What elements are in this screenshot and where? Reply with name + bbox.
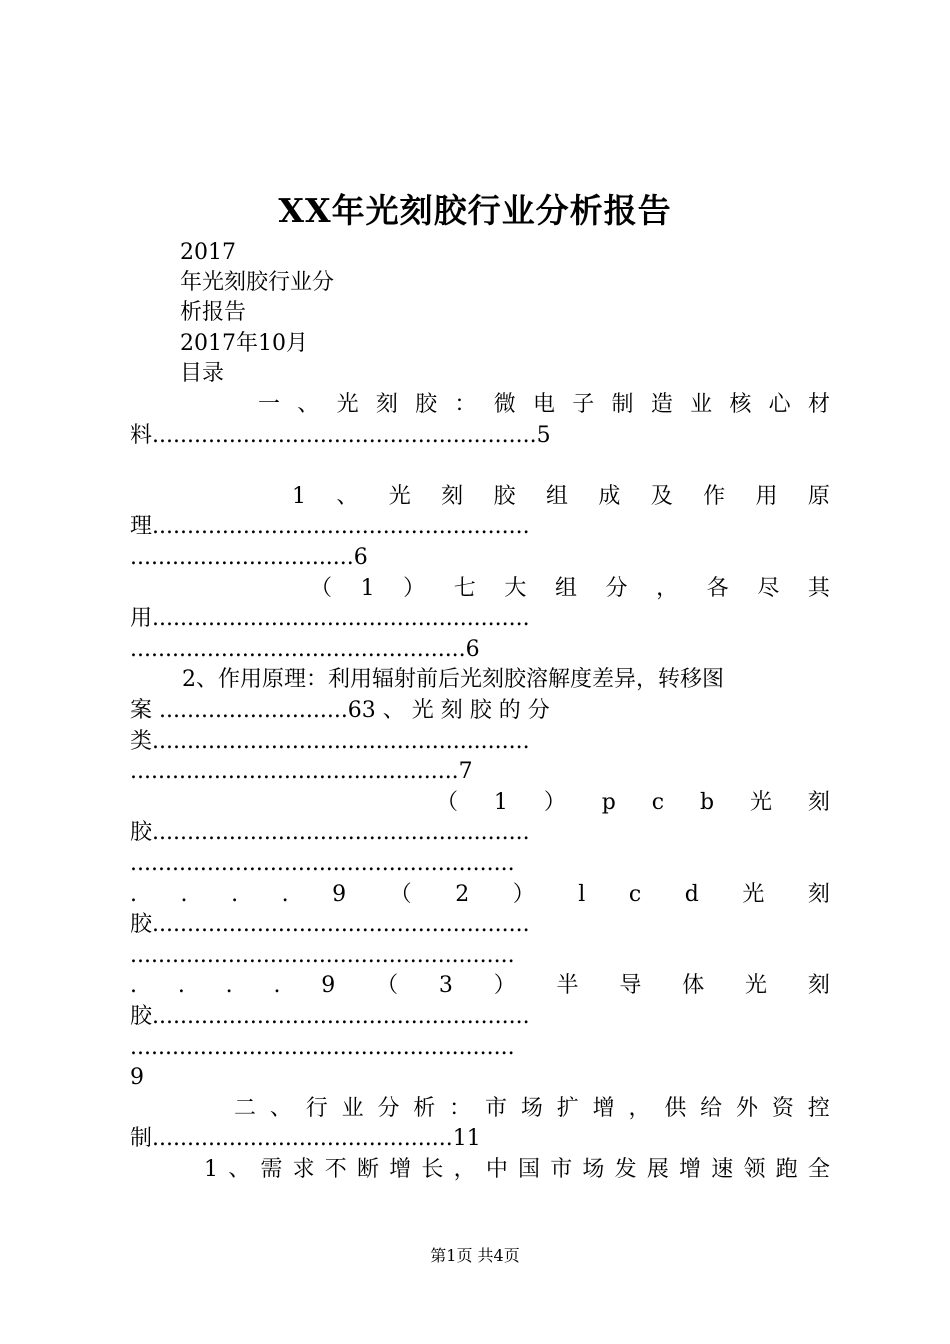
toc-line[interactable]: 1 、 光 刻 胶 组 成 及 作 用 原	[292, 484, 830, 509]
toc-line[interactable]: 类......................................................	[130, 729, 530, 754]
page-footer: 第1页 共4页	[430, 1246, 520, 1265]
toc-line[interactable]: 制...........................................11	[130, 1126, 481, 1151]
toc-line[interactable]: .......................................................	[130, 851, 515, 876]
toc-line[interactable]: 1 、 需 求 不 断 增 长 ， 中 国 市 场 发 展 增 速 领 跑 全	[204, 1157, 830, 1182]
meta-title-line2: 析报告	[180, 300, 247, 325]
toc-line[interactable]: 2、作用原理：利用辐射前后光刻胶溶解度差异，转移图	[182, 667, 724, 692]
meta-title-line1: 年光刻胶行业分	[180, 270, 335, 295]
toc-line[interactable]: 案 ...........................63 、 光 刻 胶 的 分	[130, 698, 550, 723]
toc-line[interactable]: （ 1 ） p c b 光 刻	[436, 790, 830, 815]
toc-line[interactable]: . . . . 9 （ 2 ） l c d 光 刻	[130, 882, 830, 907]
meta-year: 2017	[180, 240, 236, 265]
toc-line[interactable]: . . . . 9 （ 3 ） 半 导 体 光 刻	[130, 973, 830, 998]
toc-line[interactable]	[130, 451, 840, 481]
toc-line[interactable]: .......................................................	[130, 1035, 515, 1060]
meta-date: 2017年10月	[180, 331, 308, 356]
toc-line[interactable]: 料.......................................................5	[130, 423, 551, 448]
document-title: XX年光刻胶行业分析报告	[278, 191, 672, 230]
toc-line[interactable]: 胶......................................................	[130, 820, 530, 845]
toc-line[interactable]: 用......................................................	[130, 606, 530, 631]
toc-line[interactable]: 9	[130, 1065, 144, 1090]
toc-line[interactable]: 二 、 行 业 分 析 ： 市 场 扩 增 ， 供 给 外 资 控	[234, 1096, 830, 1121]
toc-line[interactable]: 一 、 光 刻 胶 ： 微 电 子 制 造 业 核 心 材	[258, 392, 830, 417]
toc-line[interactable]: 胶......................................................	[130, 1004, 530, 1029]
toc-line[interactable]: 理......................................................	[130, 514, 530, 539]
toc-line[interactable]: 胶......................................................	[130, 912, 530, 937]
toc-line[interactable]: ................................6	[130, 545, 368, 570]
toc-line[interactable]: ...............................................7	[130, 759, 473, 784]
toc-line[interactable]: ................................................6	[130, 637, 480, 662]
toc-line[interactable]: .......................................................	[130, 943, 515, 968]
toc-line[interactable]: （ 1 ） 七 大 组 分 ， 各 尽 其	[310, 576, 830, 601]
toc-heading: 目录	[180, 361, 225, 386]
